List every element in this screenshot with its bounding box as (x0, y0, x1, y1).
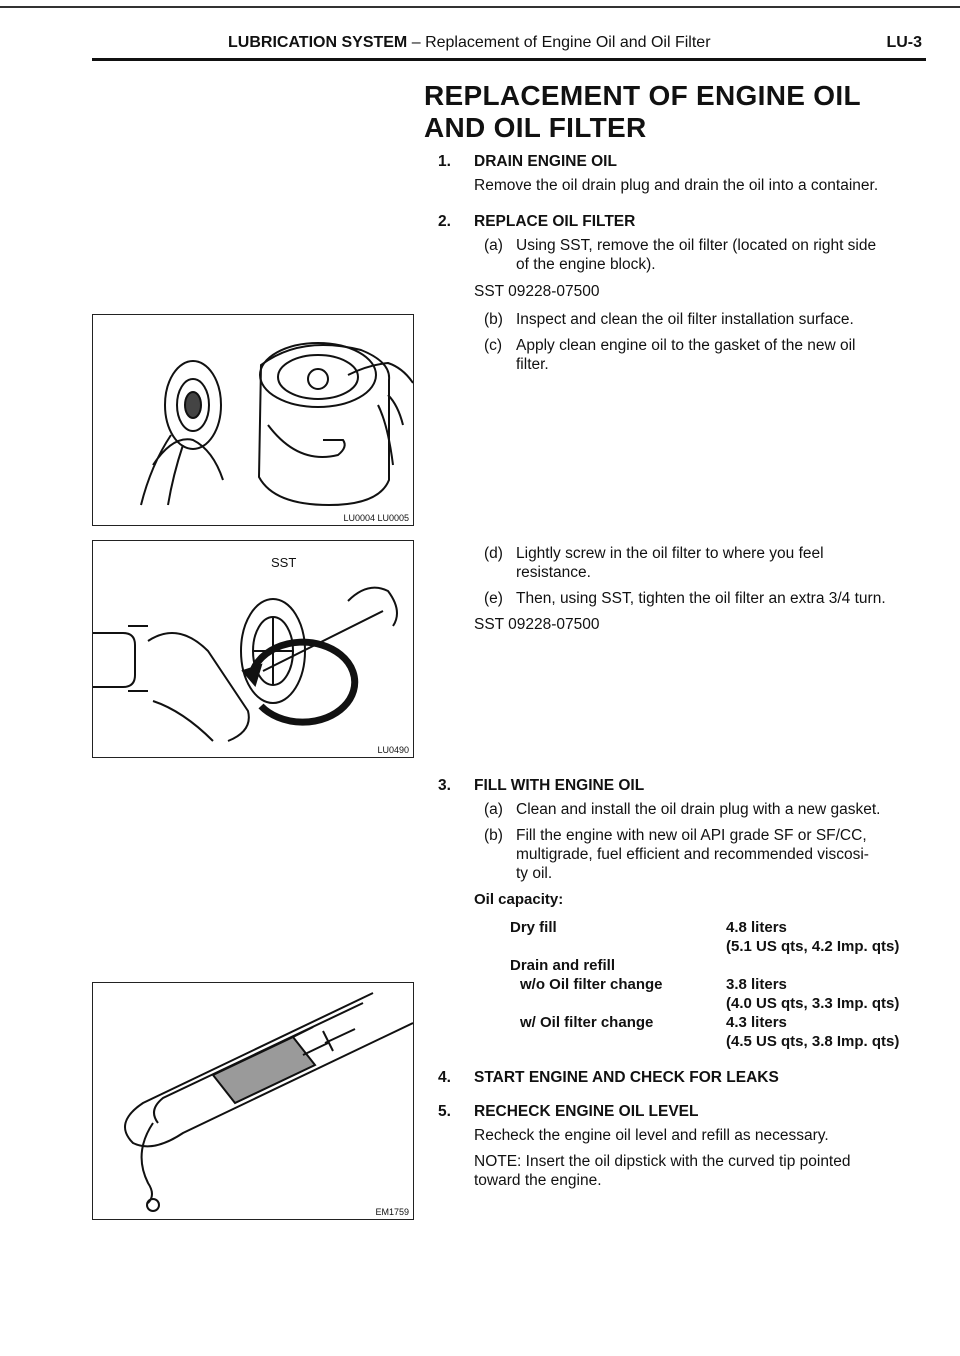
step-3a-mark: (a) (484, 801, 503, 818)
step-5-text: Recheck the engine oil level and refill as necessary. (474, 1127, 829, 1144)
step-2a-line-2: of the engine block). (516, 256, 656, 273)
step-3-heading: FILL WITH ENGINE OIL (474, 777, 645, 794)
dipstick-drawing (93, 983, 413, 1219)
page-title (424, 80, 861, 144)
dry-fill-qts: (5.1 US qts, 4.2 Imp. qts) (726, 938, 900, 955)
step-3b-line-3: ty oil. (516, 865, 553, 882)
top-border-line (0, 6, 960, 8)
step-2c-line-2: filter. (516, 356, 549, 373)
sst-number-2: SST 09228-07500 (474, 616, 600, 633)
drain-refill-label: Drain and refill (510, 957, 616, 974)
step-2c-line-1: Apply clean engine oil to the gasket of the new oil (516, 337, 856, 354)
step-1-heading: DRAIN ENGINE OIL (474, 153, 617, 170)
title-line-2: AND OIL FILTER (424, 112, 647, 143)
step-4-heading: START ENGINE AND CHECK FOR LEAKS (474, 1069, 779, 1086)
step-2b-text: Inspect and clean the oil filter installation surface. (516, 311, 854, 328)
step-1-number: 1. (438, 153, 451, 170)
step-2a-line-1: Using SST, remove the oil filter (located on right side (516, 237, 877, 254)
step-5-note-line-2: toward the engine. (474, 1172, 602, 1189)
wo-filter-liters: 3.8 liters (726, 976, 787, 993)
w-filter-label: w/ Oil filter change (520, 1014, 654, 1031)
wo-filter-label: w/o Oil filter change (520, 976, 663, 993)
figure-3-code: EM1759 (375, 1207, 409, 1217)
header-system: LUBRICATION SYSTEM (228, 34, 408, 51)
sst-number-1: SST 09228-07500 (474, 283, 600, 300)
sst-label: SST (271, 555, 297, 570)
step-5-note-line-1: NOTE: Insert the oil dipstick with the curved tip pointed (474, 1153, 851, 1170)
step-2-heading: REPLACE OIL FILTER (474, 213, 636, 230)
step-2d-line-1: Lightly screw in the oil filter to where you feel (516, 545, 824, 562)
page-header (228, 34, 922, 58)
figure-2-code: LU0490 (377, 745, 409, 755)
title-line-1: REPLACEMENT OF ENGINE OIL (424, 80, 861, 111)
figure-sst-tighten (92, 540, 414, 758)
wo-filter-qts: (4.0 US qts, 3.3 Imp. qts) (726, 995, 900, 1012)
step-1-text: Remove the oil drain plug and drain the oil into a container. (474, 177, 879, 194)
step-4-number: 4. (438, 1069, 451, 1086)
step-2d-line-2: resistance. (516, 564, 591, 581)
dry-fill-label: Dry fill (510, 919, 557, 936)
dry-fill-liters: 4.8 liters (726, 919, 787, 936)
step-2a-mark: (a) (484, 237, 503, 254)
step-3b-line-2: multigrade, fuel efficient and recommended viscosi- (516, 846, 869, 863)
sst-tighten-drawing (93, 541, 413, 757)
step-3-number: 3. (438, 777, 451, 794)
step-2c-mark: (c) (484, 337, 503, 354)
step-3b-line-1: Fill the engine with new oil API grade SF or SF/CC, (516, 827, 867, 844)
step-5-heading: RECHECK ENGINE OIL LEVEL (474, 1103, 699, 1120)
step-2b-mark: (b) (484, 311, 503, 328)
step-3b-mark: (b) (484, 827, 503, 844)
w-filter-qts: (4.5 US qts, 3.8 Imp. qts) (726, 1033, 900, 1050)
page-number: LU-3 (886, 34, 922, 51)
step-2-number: 2. (438, 213, 451, 230)
figure-oil-filter-gasket (92, 314, 414, 526)
oil-capacity-label: Oil capacity: (474, 891, 564, 908)
w-filter-liters: 4.3 liters (726, 1014, 787, 1031)
step-2d-mark: (d) (484, 545, 503, 562)
step-2e-text: Then, using SST, tighten the oil filter an extra 3/4 turn. (516, 590, 886, 607)
step-2e-mark: (e) (484, 590, 503, 607)
header-subtitle: – Replacement of Engine Oil and Oil Filter (411, 34, 711, 51)
header-rule (92, 58, 926, 61)
step-3a-text: Clean and install the oil drain plug with a new gasket. (516, 801, 881, 818)
oil-filter-gasket-drawing (93, 315, 413, 525)
figure-1-code: LU0004 LU0005 (343, 513, 409, 523)
figure-dipstick (92, 982, 414, 1220)
step-5-number: 5. (438, 1103, 451, 1120)
